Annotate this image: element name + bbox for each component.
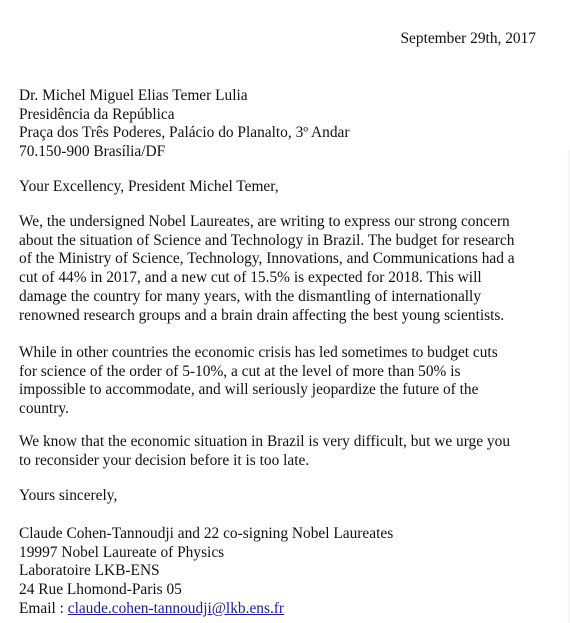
- signer-name: Claude Cohen-Tannoudji and 22 co-signing Nobel Laureates: [19, 525, 394, 542]
- paragraph-line: for science of the order of 5-10%, a cut at the level of more than 50% is: [19, 362, 461, 380]
- recipient-street: Praça dos Três Poderes, Palácio do Planalto, 3º Andar: [19, 124, 350, 142]
- paragraph-line: renowned research groups and a brain drain affecting the best young scientists.: [19, 306, 505, 324]
- signer-address: 24 Rue Lhomond-Paris 05: [19, 581, 182, 599]
- paragraph-line: While in other countries the economic crisis has led sometimes to budget cuts: [19, 344, 498, 361]
- paragraph-line: country.: [19, 400, 69, 418]
- body-paragraph-2: [19, 344, 554, 419]
- salutation: Your Excellency, President Michel Temer,: [19, 178, 279, 195]
- email-label: Email :: [19, 599, 68, 617]
- paragraph-line: damage the country for many years, with the dismantling of internationally: [19, 287, 482, 305]
- email-link[interactable]: claude.cohen-tannoudji@lkb.ens.fr: [67, 599, 285, 617]
- signer-email-line: [19, 600, 393, 619]
- signer-title: 19997 Nobel Laureate of Physics: [19, 543, 225, 561]
- paragraph-line: about the situation of Science and Technology in Brazil. The budget for research: [19, 231, 515, 249]
- paragraph-line: cut of 44% in 2017, and a new cut of 15.5% is expected for 2018. This will: [19, 269, 482, 287]
- paragraph-line: We know that the economic situation in Brazil is very difficult, but we urge you: [19, 433, 511, 450]
- recipient-postal-city: 70.150-900 Brasília/DF: [19, 143, 166, 161]
- paragraph-line: impossible to accommodate, and will seriously jeopardize the future of the: [19, 381, 479, 399]
- recipient-address: [19, 87, 350, 162]
- paragraph-line: of the Ministry of Science, Technology, Innovations, and Communications had a: [19, 250, 515, 268]
- signature-block: [19, 525, 393, 619]
- letter-date: September 29th, 2017: [400, 30, 536, 47]
- recipient-office: Presidência da República: [19, 105, 175, 123]
- recipient-name: Dr. Michel Miguel Elias Temer Lulia: [19, 87, 248, 104]
- body-paragraph-3: [19, 433, 554, 470]
- signer-lab: Laboratoire LKB-ENS: [19, 562, 160, 580]
- paragraph-line: We, the undersigned Nobel Laureates, are writing to express our strong concern: [19, 213, 510, 230]
- body-paragraph-1: [19, 213, 554, 325]
- paragraph-line: to reconsider your decision before it is too late.: [19, 451, 310, 469]
- closing: Yours sincerely,: [19, 487, 118, 504]
